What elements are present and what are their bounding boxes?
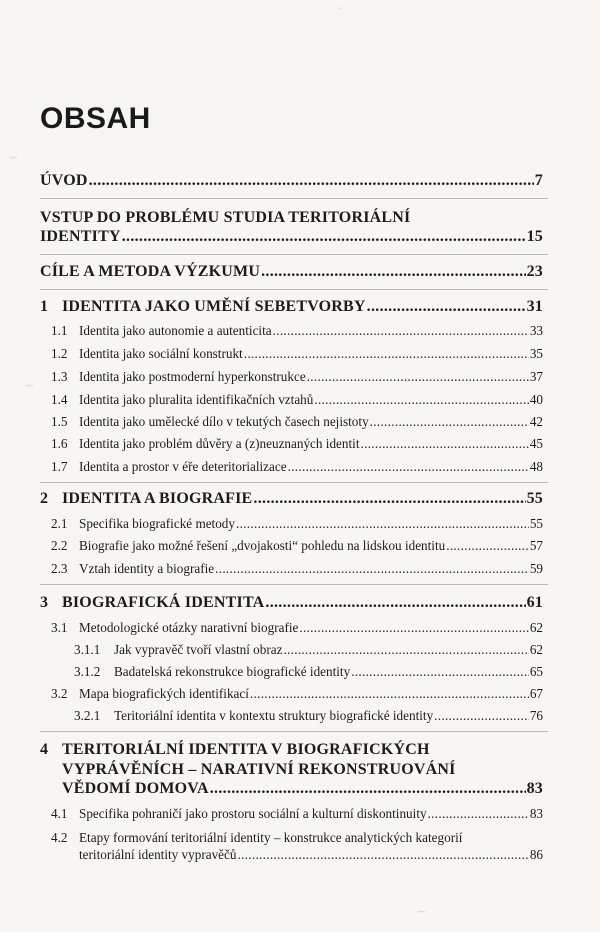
leader-dots [370,414,529,430]
toc-section-1-1 [51,323,543,339]
toc-subsection-number: 3.1.1 [74,642,101,657]
page-mark-3: – [418,904,425,919]
toc-entry-label: IDENTITA A BIOGRAFIE [62,490,253,507]
toc-entry-label: Specifika pohraničí jako prostoru sociální a kulturní diskontinuity [79,806,427,821]
toc-page-number: 57 [529,538,543,553]
leader-dots [265,594,525,612]
toc-section-number: 1.3 [51,369,68,384]
toc-entry-label: Identita jako problém důvěry a (z)neuznaných identit [79,436,360,451]
toc-chapter-2 [40,490,543,508]
toc-subsection-3-1-2 [74,664,543,680]
toc-entry-label: Specifika biografické metody [79,516,235,531]
toc-entry-label: Identita jako umělecké dílo v tekutých časech nejistoty [79,414,369,429]
toc-page-number: 62 [529,620,543,635]
toc-section-number: 3.2 [51,686,68,701]
toc-section-3-2 [51,686,543,702]
toc-section-number: 1.1 [51,323,68,338]
leader-dots [237,847,528,863]
toc-section-1-5 [51,414,543,430]
toc-subsection-number: 3.2.1 [74,708,101,723]
leader-dots [253,490,525,508]
toc-entry-label: Biografie jako možné řešení „dvojakosti“ pohledu na lidskou identitu [79,538,446,553]
toc-chapter-number: 1 [40,298,49,315]
toc-page-number: 23 [526,263,543,280]
leader-dots [250,686,529,702]
toc-entry-label: Mapa biografických identifikací [79,686,249,701]
toc-entry-label: ÚVOD [40,172,88,189]
toc-entry-label-line-1: Etapy formování teritoriální identity – konstrukce analytických kategorií [79,830,463,845]
toc-page-number: 40 [529,392,543,407]
leader-dots [314,392,528,408]
toc-section-number: 2.2 [51,538,68,553]
toc-entry-uvod [40,172,543,190]
leader-dots [215,561,529,577]
toc-section-1-7 [51,459,543,475]
leader-dots [89,172,534,190]
page-mark: – [10,150,17,165]
leader-dots [428,806,529,822]
toc-subsection-number: 3.1.2 [74,664,101,679]
toc-chapter-number: 3 [40,594,49,611]
toc-entry-label: CÍLE A METODA VÝZKUMU [40,263,261,280]
leader-dots [273,323,529,339]
toc-entry-label: teritoriální identity vypravěčů [79,847,237,862]
toc-page-number: 86 [529,847,543,862]
toc-section-number: 1.4 [51,392,68,407]
toc-section-1-3 [51,369,543,385]
toc-entry-label: Teritoriální identita v kontextu struktury biografické identity [114,708,434,723]
toc-page-number: 7 [534,172,543,189]
toc-page-number: 55 [529,516,543,531]
page-title: OBSAH [40,102,151,135]
toc-section-3-1 [51,620,543,636]
toc-entry-label-line-1: TERITORIÁLNÍ IDENTITA V BIOGRAFICKÝCH [62,741,430,758]
toc-page-number: 59 [529,561,543,576]
toc-section-number: 1.5 [51,414,68,429]
toc-page-number: 65 [529,664,543,679]
leader-dots [434,708,529,724]
toc-section-1-6 [51,436,543,452]
toc-entry-label: VĚDOMÍ DOMOVA [62,780,209,797]
toc-section-number: 3.1 [51,620,68,635]
toc-entry-label-line [40,740,543,760]
leader-dots [122,228,526,246]
toc-section-4-2 [51,828,543,863]
divider [40,198,548,199]
toc-chapter-number: 4 [40,741,49,758]
toc-entry-label: Jak vypravěč tvoří vlastní obraz [114,642,283,657]
leader-dots [261,263,526,281]
toc-chapter-number: 2 [40,490,49,507]
toc-section-number: 1.6 [51,436,68,451]
toc-entry-label: Identita jako pluralita identifikačních vztahů [79,392,314,407]
leader-dots [351,664,529,680]
toc-section-number: 4.1 [51,806,68,821]
toc-page-number: 35 [529,346,543,361]
leader-dots [446,538,529,554]
toc-entry-label: BIOGRAFICKÁ IDENTITA [62,594,265,611]
toc-entry-label-line: VSTUP DO PROBLÉMU STUDIA TERITORIÁLNÍ [40,209,411,226]
toc-entry-label: IDENTITA JAKO UMĚNÍ SEBETVORBY [62,298,366,315]
divider [40,731,548,732]
leader-dots [361,436,529,452]
toc-entry-label: Identita a prostor v éře deteritorializace [79,459,287,474]
toc-entry-label-line-2: VYPRÁVĚNÍCH – NARATIVNÍ REKONSTRUOVÁNÍ [62,761,456,778]
toc-page-number: 37 [529,369,543,384]
toc-section-number: 2.1 [51,516,68,531]
leader-dots [299,620,528,636]
toc-chapter-3 [40,594,543,612]
toc-page-number: 15 [526,228,543,245]
toc-entry-label: Badatelská rekonstrukce biografické identity [114,664,351,679]
toc-section-number: 4.2 [51,830,68,845]
toc-subsection-3-2-1 [74,708,543,724]
toc-page-number: 67 [529,686,543,701]
toc-section-4-1 [51,806,543,822]
toc-page-number: 55 [526,490,543,507]
leader-dots [210,780,526,798]
toc-entry-label: IDENTITY [40,228,121,245]
divider [40,254,548,255]
toc-section-2-1 [51,516,543,532]
toc-page-number: 76 [529,708,543,723]
toc-chapter-1 [40,298,543,316]
toc-page-number: 31 [526,298,543,315]
toc-section-2-2 [51,538,543,554]
toc-chapter-4 [40,740,543,798]
toc-section-number: 1.7 [51,459,68,474]
leader-dots [244,346,529,362]
divider [40,482,548,483]
toc-entry-label: Identita jako postmoderní hyperkonstrukce [79,369,306,384]
toc-section-1-2 [51,346,543,362]
leader-dots [283,642,528,658]
divider [40,584,548,585]
toc-entry-label: Identita jako autonomie a autenticita [79,323,272,338]
divider [40,289,548,290]
toc-entry-vstup [40,208,543,246]
leader-dots [367,298,526,316]
toc-page-number: 62 [529,642,543,657]
toc-subsection-3-1-1 [74,642,543,658]
page-speck: ´ [338,6,343,21]
leader-dots [307,369,529,385]
toc-page-number: 61 [526,594,543,611]
toc-page-number: 48 [529,459,543,474]
toc-page-number: 83 [526,780,543,797]
toc-page-number: 33 [529,323,543,338]
toc-entry-label: Vztah identity a biografie [79,561,215,576]
toc-section-1-4 [51,392,543,408]
toc-section-2-3 [51,561,543,577]
page-mark-2: – [26,378,33,393]
leader-dots [236,516,529,532]
toc-entry-label: Metodologické otázky narativní biografie [79,620,299,635]
toc-section-number: 2.3 [51,561,68,576]
toc-page-number: 45 [529,436,543,451]
toc-page-number: 42 [529,414,543,429]
leader-dots [288,459,529,475]
toc-section-number: 1.2 [51,346,68,361]
toc-entry-cile [40,263,543,281]
toc-page-number: 83 [529,806,543,821]
toc-entry-label: Identita jako sociální konstrukt [79,346,243,361]
